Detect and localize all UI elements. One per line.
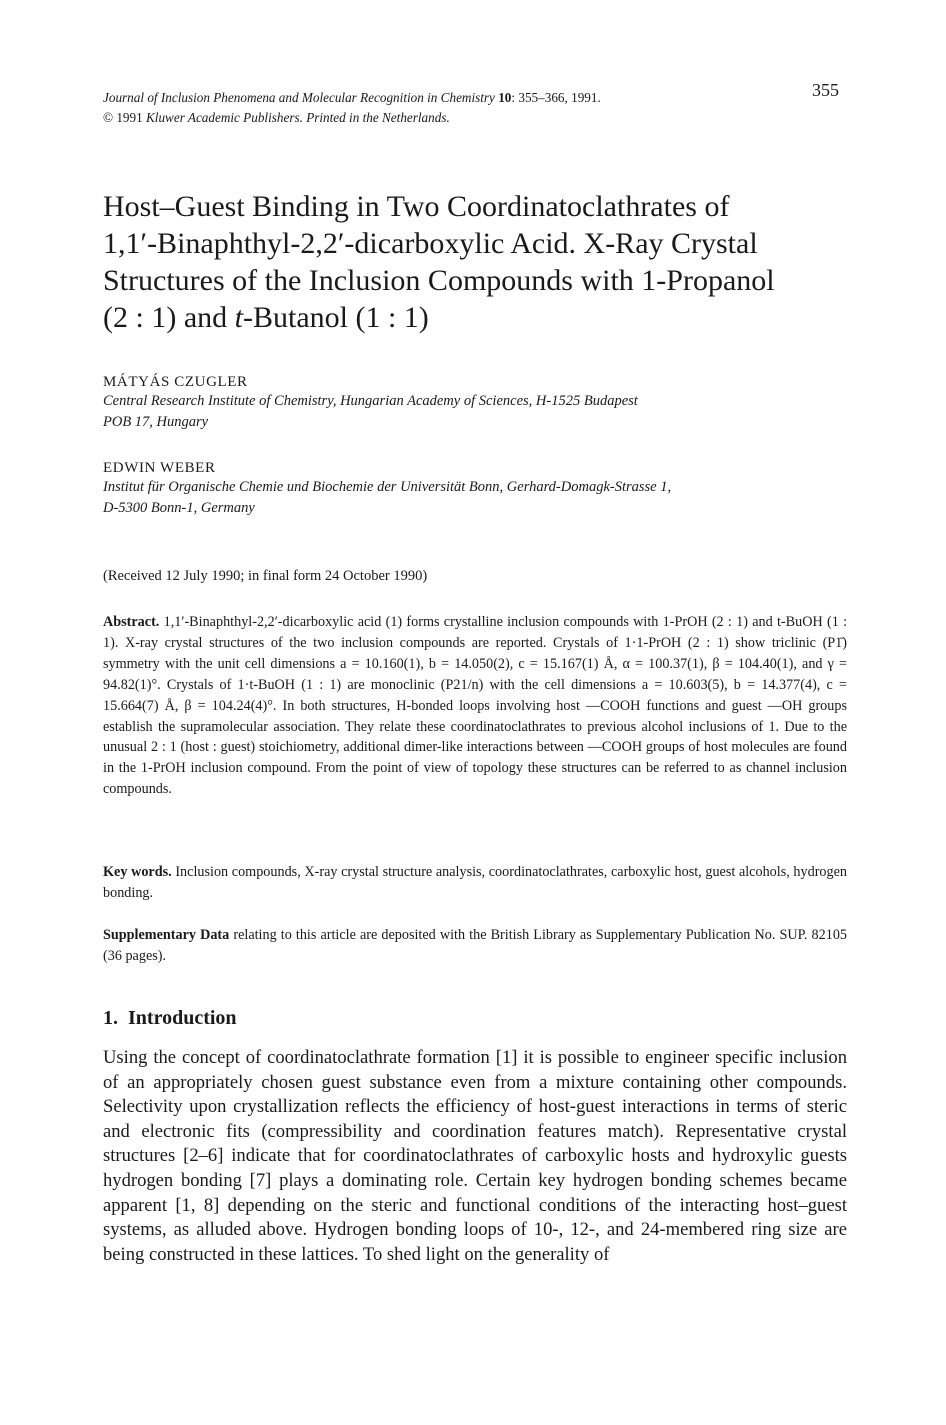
author-block [103,460,671,519]
abstract-label: Abstract. [103,614,160,630]
copyright-symbol: © [103,110,114,125]
journal-citation [103,88,601,108]
affiliation-line: POB 17, Hungary [103,414,209,430]
copyright-year: 1991 [113,110,146,125]
abstract-text: 1,1′-Binaphthyl-2,2′-dicarboxylic acid (1) forms crystalline inclusion compounds with 1-PrOH (2 : 1) and t-BuOH (1 : 1). X-ray crystal structures of the two inclusion compounds are reported. Crystals of 1·1-PrOH (2 : 1) show triclinic (P1̄) symmetry with the unit cell dimensions a = 10.160(1), b = 14.050(2), c = 15.167(1) Å, α = 100.37(1), β = 104.40(1), and γ = 94.82(1)°. Crystals of 1·t-BuOH (1 : 1) are monoclinic (P21/n) with the cell dimensions a = 10.603(5), b = 14.377(4), c = 15.664(7) Å, β = 104.24(4)°. In both structures, H-bonded loops involving host —COOH functions and guest —OH groups establish the supramolecular association. They relate these coordinatoclathrates to previous alcohol inclusions of 1. Due to the unusual 2 : 1 (host : guest) stoichiometry, additional dimer-like interactions between —COOH groups of host molecules are found in the 1-PrOH inclusion compound. From the point of view of topology these structures can be referred to as channel inclusion compounds. [103,614,848,798]
keywords-label: Key words. [103,864,172,880]
keywords [103,862,847,904]
keywords-text: Inclusion compounds, X-ray crystal structure analysis, coordinatoclathrates, carboxylic host, guest alcohols, hydrogen bonding. [103,864,847,901]
page-number: 355 [812,80,839,100]
journal-header [103,88,601,128]
journal-name: Journal of Inclusion Phenomena and Molecular Recognition in Chemistry [103,90,495,105]
title-line [103,299,863,336]
supplementary-label: Supplementary Data [103,927,230,943]
author-name: MÁTYÁS CZUGLER [103,374,248,390]
section-number: 1. [103,1007,118,1029]
affiliation-line: Central Research Institute of Chemistry, Hungarian Academy of Sciences, H-1525 Budapest [103,393,638,409]
author-block [103,374,638,433]
introduction-paragraph: Using the concept of coordinatoclathrate formation [1] it is possible to engineer specific inclusion of an appropriately chosen guest substance even from a mixture containing other compounds. Selectivity upon crystallization reflects the efficiency of host-guest interactions in terms of steric and electronic fits (compressibility and coordination features match). Representative crystal structures [2–6] indicate that for coordinatoclathrates of carboxylic hosts and hydroxylic guests hydrogen bonding [7] plays a dominating role. Certain key hydrogen bonding schemes became apparent [1, 8] depending on the steric and functional conditions of the interacting host–guest systems, as alluded above. Hydrogen bonding loops of 10-, 12-, and 24-membered ring size are being constructed in these lattices. To shed light on the generality of [103,1047,847,1265]
supplementary-text: relating to this article are deposited with the British Library as Supplementary Publication No. SUP. 82105 (36 pages). [103,927,848,964]
title-fragment: -Butanol (1 : 1) [242,301,429,334]
title-italic-fragment: t [234,301,243,334]
affiliation-line: D-5300 Bonn-1, Germany [103,500,255,516]
author-affiliation [103,391,638,433]
author-name: EDWIN WEBER [103,460,216,476]
supplementary-data [103,925,847,967]
received-dates: (Received 12 July 1990; in final form 24 October 1990) [103,568,428,584]
journal-pages: : 355–366, 1991. [511,90,601,105]
journal-volume: 10 [498,90,512,105]
section-heading [103,1007,237,1030]
title-fragment: (2 : 1) and [103,301,235,334]
article-title [103,188,863,336]
section-title: Introduction [128,1007,237,1029]
title-line: Host–Guest Binding in Two Coordinatoclathrates of [103,190,730,223]
author-affiliation [103,477,671,519]
title-line: Structures of the Inclusion Compounds with 1-Propanol [103,264,775,297]
copyright-line [103,108,601,128]
title-line: 1,1′-Binaphthyl-2,2′-dicarboxylic Acid. X-Ray Crystal [103,227,758,260]
abstract [103,612,847,800]
publisher: Kluwer Academic Publishers. Printed in the Netherlands. [146,110,450,125]
affiliation-line: Institut für Organische Chemie und Biochemie der Universität Bonn, Gerhard-Domagk-Strasse 1, [103,479,672,495]
